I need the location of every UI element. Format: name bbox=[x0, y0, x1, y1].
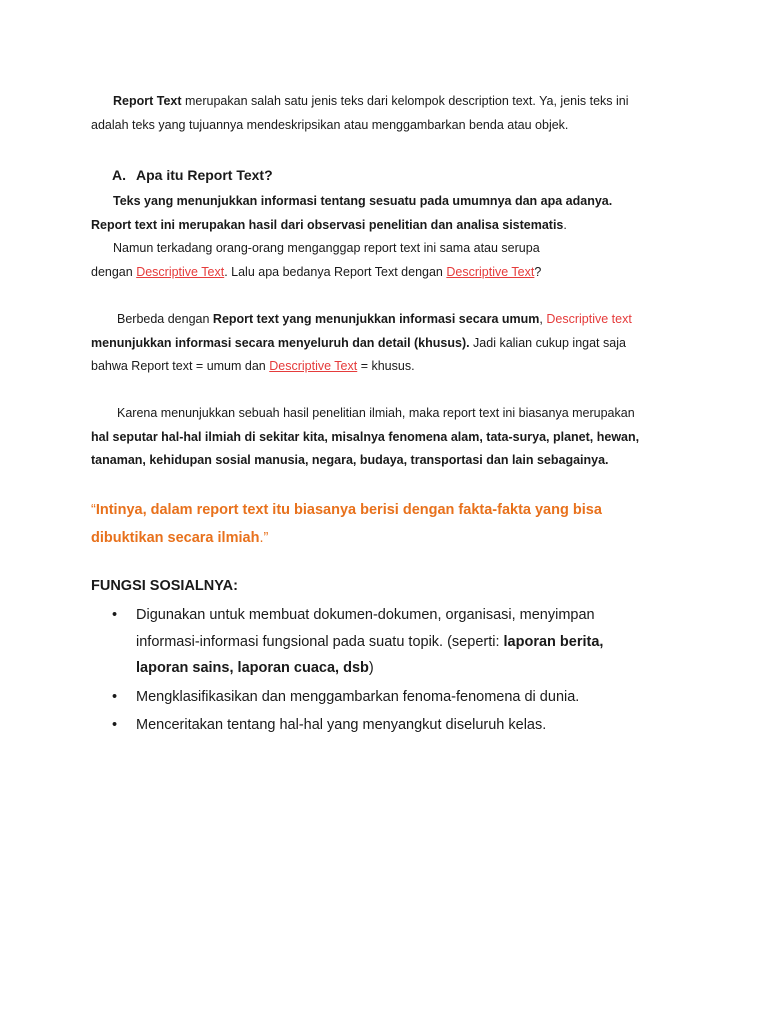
list-item bbox=[112, 684, 672, 711]
scientific-bold-line-3: tanaman, kehidupan sosial manusia, negara, budaya, transportasi dan lain sebagainya. bbox=[91, 453, 609, 467]
item-1-line-2 bbox=[136, 629, 672, 656]
difference-descriptive-red: Descriptive text bbox=[546, 312, 632, 326]
intro-line-1-rest: merupakan salah satu jenis teks dari kelompok description text. Ya, jenis teks ini bbox=[181, 94, 629, 108]
definition-line-2 bbox=[91, 214, 691, 238]
descriptive-text-link-2[interactable]: Descriptive Text bbox=[446, 264, 535, 279]
definition-line-4-c: ? bbox=[534, 264, 542, 279]
intro-line-2: adalah teks yang tujuannya mendeskripsikan atau menggambarkan benda atau objek. bbox=[91, 117, 569, 132]
quote-line-1 bbox=[91, 496, 691, 524]
quote-line-2 bbox=[91, 524, 691, 552]
bullet-icon: • bbox=[112, 607, 118, 623]
definition-paragraph bbox=[91, 190, 691, 284]
scientific-paragraph bbox=[91, 402, 691, 473]
intro-paragraph bbox=[91, 90, 691, 137]
difference-i: = khusus. bbox=[357, 359, 415, 373]
difference-line-2 bbox=[91, 332, 691, 356]
fungsi-sosial-heading: FUNGSI SOSIALNYA: bbox=[91, 578, 238, 594]
list-item bbox=[112, 602, 672, 682]
difference-paragraph bbox=[91, 308, 691, 379]
bullet-icon: • bbox=[112, 717, 118, 733]
difference-g: bahwa Report text = umum dan bbox=[91, 359, 270, 373]
difference-c: , bbox=[539, 312, 547, 326]
item-1-line-1: Digunakan untuk membuat dokumen-dokumen, organisasi, menyimpan bbox=[136, 607, 595, 623]
item-1-bold-1: laporan berita, bbox=[503, 633, 604, 650]
section-a-number: A. bbox=[112, 167, 126, 183]
definition-bold-line-1: Teks yang menunjukkan informasi tentang sesuatu pada umumnya dan apa adanya. bbox=[113, 194, 613, 208]
intro-term: Report Text bbox=[113, 94, 182, 108]
scientific-line-1: Karena menunjukkan sebuah hasil penelitian ilmiah, maka report text ini biasanya merupakan bbox=[117, 406, 635, 420]
quote-text-1: Intinya, dalam report text itu biasanya berisi dengan fakta-fakta yang bisa bbox=[95, 502, 602, 518]
descriptive-text-link-3[interactable]: Descriptive Text bbox=[269, 359, 358, 373]
item-1-line-3 bbox=[136, 655, 672, 682]
scientific-bold-line-2: hal seputar hal-hal ilmiah di sekitar kita, misalnya fenomena alam, tata-surya, planet, hewan, bbox=[91, 429, 640, 444]
quote-close-mark: ” bbox=[263, 530, 269, 546]
definition-line-4-b: . Lalu apa bedanya Report Text dengan bbox=[224, 264, 447, 279]
item-1-text: informasi-informasi fungsional pada suatu topik. (seperti: bbox=[136, 633, 504, 650]
quote-open-mark: “ bbox=[91, 502, 96, 518]
definition-line-3: Namun terkadang orang-orang menganggap report text ini sama atau serupa bbox=[113, 241, 540, 255]
definition-bold-line-2: Report text ini merupakan hasil dari observasi penelitian dan analisa sistematis bbox=[91, 217, 564, 232]
intro-line-1 bbox=[91, 90, 691, 114]
difference-a: Berbeda dengan bbox=[117, 312, 213, 326]
definition-period: . bbox=[563, 217, 567, 232]
highlight-quote bbox=[91, 496, 691, 552]
definition-line-4-a: dengan bbox=[91, 264, 137, 279]
section-a-title: Apa itu Report Text? bbox=[136, 167, 273, 183]
quote-period: . bbox=[259, 530, 264, 546]
difference-report-bold: Report text yang menunjukkan informasi secara umum bbox=[212, 312, 540, 326]
list-item bbox=[112, 712, 672, 739]
difference-line-1 bbox=[91, 308, 691, 332]
definition-line-4 bbox=[91, 261, 691, 285]
item-2-text: Mengklasifikasikan dan menggambarkan fenoma-fenomena di dunia. bbox=[136, 688, 580, 705]
difference-line-3 bbox=[91, 355, 691, 379]
descriptive-text-link-1[interactable]: Descriptive Text bbox=[136, 264, 225, 279]
item-3-text: Menceritakan tentang hal-hal yang menyangkut diseluruh kelas. bbox=[136, 717, 547, 733]
quote-text-2: dibuktikan secara ilmiah bbox=[91, 530, 260, 546]
item-1-bold-2: laporan sains, laporan cuaca, dsb bbox=[136, 660, 369, 676]
fungsi-bullet-list bbox=[112, 602, 672, 739]
item-1-close: ) bbox=[368, 660, 374, 676]
section-a-heading bbox=[112, 164, 273, 186]
difference-f: Jadi kalian cukup ingat saja bbox=[469, 335, 626, 350]
bullet-icon: • bbox=[112, 688, 118, 705]
difference-detail-bold: menunjukkan informasi secara menyeluruh dan detail (khusus). bbox=[91, 335, 470, 350]
